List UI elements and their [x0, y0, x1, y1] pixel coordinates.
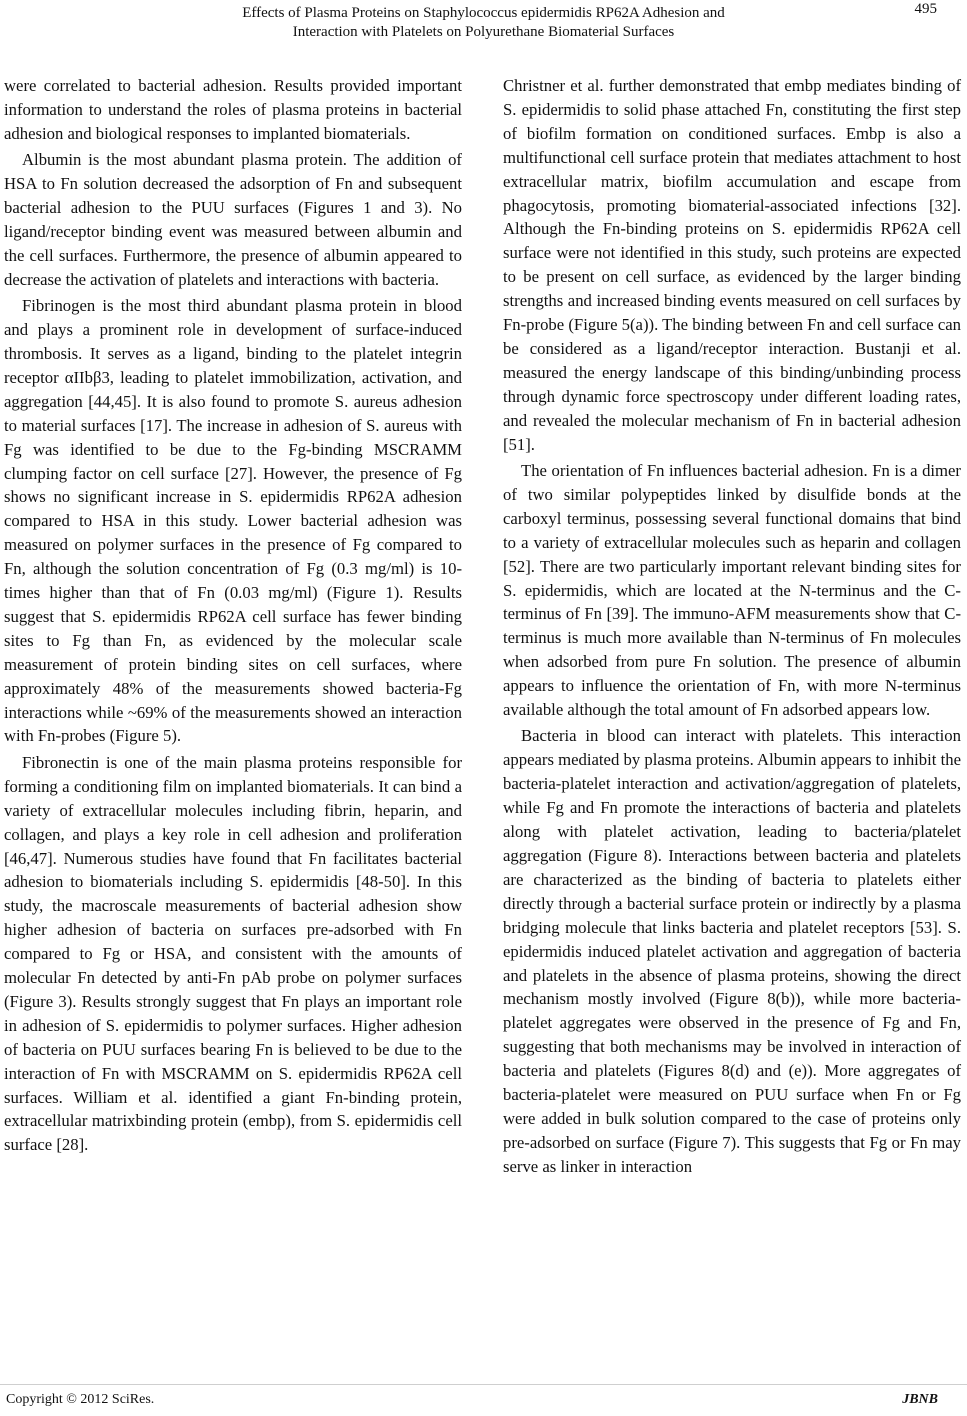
page-number: 495 [914, 1, 937, 17]
paragraph: were correlated to bacterial adhesion. Results provided important information to understand the roles of plasma proteins in bacterial adhesion and biological responses to implanted biomaterials. [4, 76, 462, 143]
right-column [503, 74, 961, 1181]
paragraph: Albumin is the most abundant plasma protein. The addition of HSA to Fn solution decreased the adsorption of Fn and subsequent bacterial adhesion to the PUU surfaces (Figures 1 and 3). No ligand/receptor binding event was measured between albumin and the cell surfaces. Furthermore, the presence of albumin appeared to decrease the activation of platelets and interactions with bacteria. [4, 150, 462, 289]
left-column [4, 74, 462, 1160]
paragraph: Christner et al. further demonstrated that embp mediates binding of S. epidermidis to solid phase attached Fn, constituting the first step of biofilm formation on conditioned surfaces. Embp is also a multifunctional cell surface protein that mediates attachment to host extracellular matrix, biofilm accumulation and escape from phagocytosis, promoting biomaterial-associated infections [32]. Although the Fn-binding proteins on S. epidermidis RP62A cell surface were not identified in this study, such proteins are expected to be present on cell surface, as evidenced by the larger binding strengths and increased binding events measured on cell surfaces by Fn-probe (Figure 5(a)). The binding between Fn and cell surface can be considered as a ligand/receptor interaction. Bustanji et al. measured the energy landscape of this binding/unbinding process through dynamic force spectroscopy under different loading rates, and revealed the molecular mechanism of Fn in bacterial adhesion [51]. [503, 76, 961, 454]
running-title-line-1: Effects of Plasma Proteins on Staphylococcus epidermidis RP62A Adhesion and [242, 5, 725, 21]
running-header [0, 0, 967, 50]
page-footer [0, 1388, 967, 1412]
footer-divider [0, 1384, 967, 1385]
paragraph: Fibronectin is one of the main plasma proteins responsible for forming a conditioning film on implanted biomaterials. It can bind a variety of extracellular molecules including fibrin, heparin, and collagen, and plays a key role in cell adhesion and proliferation [46,47]. Numerous studies have found that Fn facilitates bacterial adhesion to biomaterials including S. epidermidis [48-50]. In this study, the macroscale measurements of bacterial adhesion show higher adhesion of bacteria on surfaces pre-adsorbed with Fn compared to Fg or HSA, and consistent with the amounts of molecular Fn detected by anti-Fn pAb probe on polymer surfaces (Figure 3). Results strongly suggest that Fn plays an important role in adhesion of S. epidermidis to polymer surfaces. Higher adhesion of bacteria on PUU surfaces bearing Fn is believed to be due to the interaction of Fn with MSCRAMM on S. epidermidis RP62A cell surfaces. William et al. identified a giant Fn-binding protein, extracellular matrixbinding protein (embp), from S. epidermidis cell surface [28]. [4, 752, 462, 1155]
paragraph: Bacteria in blood can interact with platelets. This interaction appears mediated by plasma proteins. Albumin appears to inhibit the bacteria-platelet interaction and activation/aggregation of platelets, while Fg and Fn promote the interactions of bacteria and platelets along with platelet activation, leading to bacteria/platelet aggregation (Figure 8). Interactions between bacteria and platelets are characterized as the binding of bacteria to platelets either directly through a bacterial surface protein or indirectly by a plasma bridging molecule that links bacteria and platelet receptors [53]. S. epidermidis induced platelet activation and aggregation of bacteria and platelets in the absence of plasma proteins, showing the direct mechanism mostly involved (Figure 8(b)), while more bacteria-platelet aggregates were observed in the presence of Fg and Fn, suggesting that both mechanisms may be involved in interaction of bacteria and platelets (Figures 8(d) and (e)). More aggregates of bacteria-platelet were measured on PUU surface when Fn or Fg were added in bulk solution compared to the case of proteins only pre-adsorbed on surface (Figure 7). This suggests that Fg or Fn may serve as linker in interaction [503, 726, 961, 1176]
paragraph: The orientation of Fn influences bacterial adhesion. Fn is a dimer of two similar polypeptides linked by disulfide bonds at the carboxyl terminus, possessing several functional domains that bind to a variety of extracellular molecules such as heparin and collagen [52]. There are two particularly important relevant binding sites for S. epidermidis, which are located at the N-terminus and the C-terminus of Fn [39]. The immuno-AFM measurements show that C-terminus is much more available than N-terminus of Fn molecules when adsorbed from pure Fn solution. The presence of albumin appears to influence the orientation of Fn, with more N-terminus available although the total amount of Fn adsorbed appears low. [503, 461, 961, 720]
copyright-notice: Copyright © 2012 SciRes. [6, 1392, 155, 1407]
running-title-line-2: Interaction with Platelets on Polyurethane Biomaterial Surfaces [292, 24, 675, 40]
paragraph: Fibrinogen is the most third abundant plasma protein in blood and plays a prominent role in development of surface-induced thrombosis. It serves as a ligand, binding to the platelet integrin receptor αIIbβ3, leading to platelet immobilization, activation, and aggregation [44,45]. It is also found to promote S. aureus adhesion to material surfaces [17]. The increase in adhesion of S. aureus with Fg was identified to be due to the Fg-binding MSCRAMM clumping factor on cell surface [27]. However, the presence of Fg shows no significant increase in S. epidermidis RP62A adhesion compared to HSA in this study. Lower bacterial adhesion was measured on polymer surfaces in the presence of Fg compared to Fn, although the solution concentration of Fg (0.3 mg/ml) is 10-times higher than that of Fn (0.03 mg/ml) (Figure 1). Results suggest that S. epidermidis RP62A cell surface has fewer binding sites to Fg than Fn, as evidenced by the molecular scale measurement of protein binding sites on cell surfaces, where approximately 48% of the measurements showed bacteria-Fg interactions while ~69% of the measurements showed an interaction with Fn-probes (Figure 5). [4, 296, 462, 746]
journal-abbreviation: JBNB [902, 1392, 938, 1407]
running-title [0, 4, 967, 42]
